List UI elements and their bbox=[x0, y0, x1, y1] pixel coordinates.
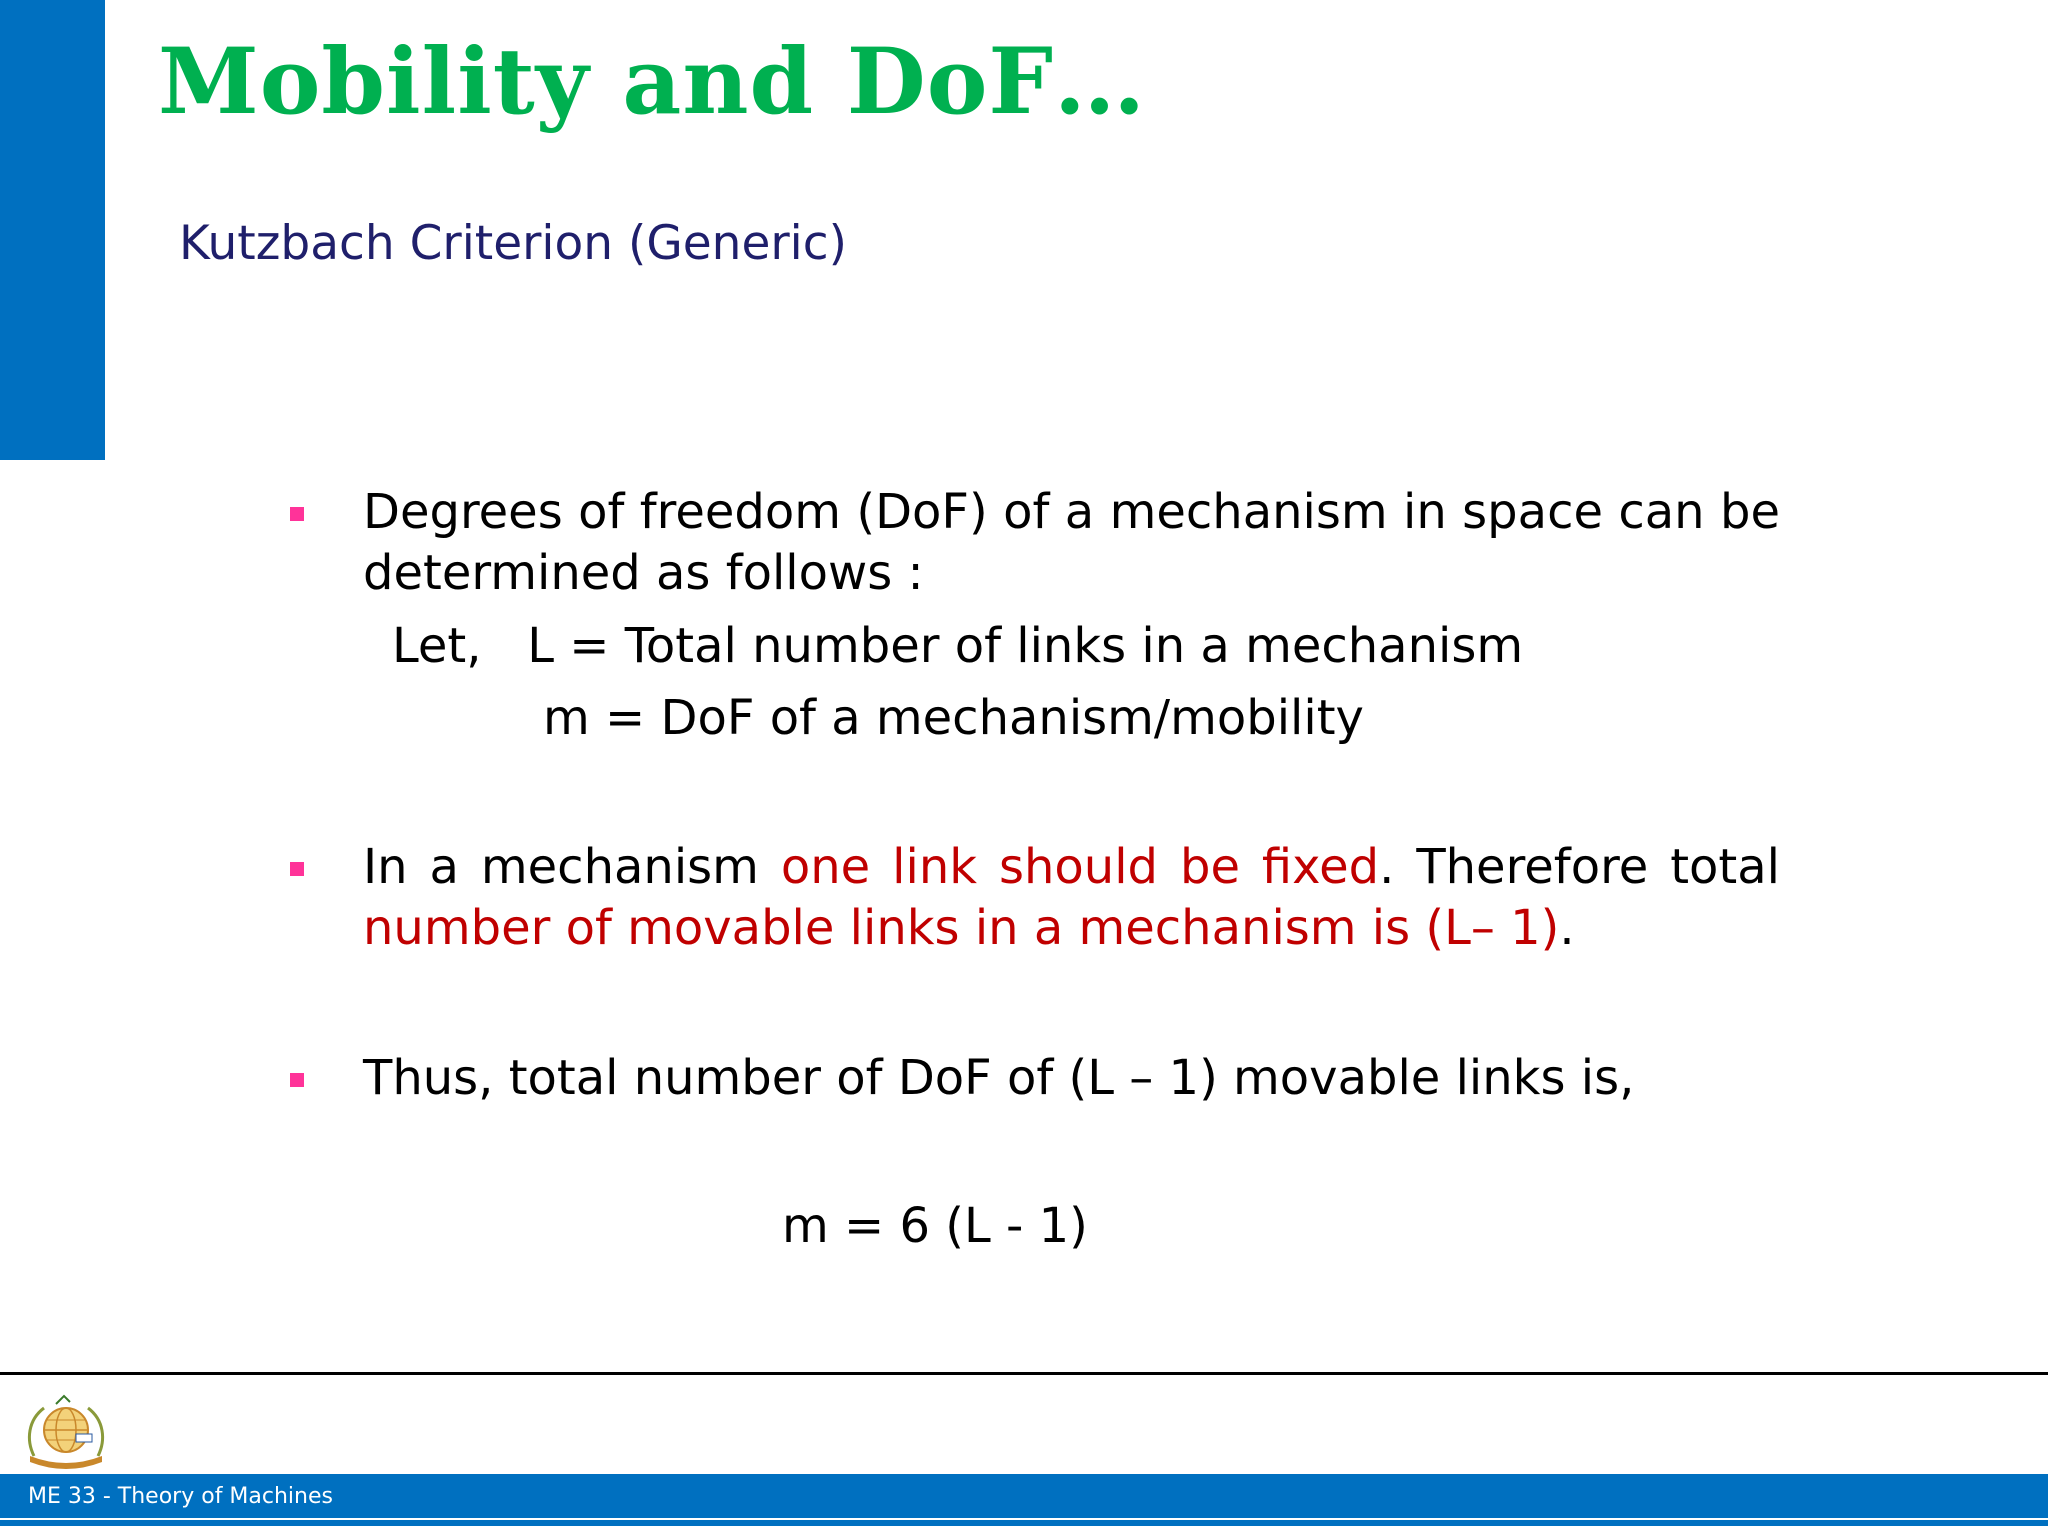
bullet-text-part: . Therefore total bbox=[1379, 839, 1780, 895]
slide-subtitle: Kutzbach Criterion (Generic) bbox=[179, 216, 847, 271]
mobility-equation: m = 6 (L - 1) bbox=[782, 1198, 1088, 1254]
slide-title: Mobility and DoF… bbox=[158, 29, 1147, 135]
highlight-fixed-link: one link should be fixed bbox=[780, 839, 1380, 895]
bullet-text bbox=[363, 837, 1780, 959]
mobility-definition-line: m = DoF of a mechanism/mobility bbox=[543, 690, 1364, 746]
university-logo bbox=[16, 1390, 116, 1470]
let-line: Let, L = Total number of links in a mechanism bbox=[392, 618, 1524, 674]
footer-stripe bbox=[0, 1518, 2048, 1520]
course-label: ME 33 - Theory of Machines bbox=[28, 1484, 333, 1509]
bullet-text-part: In a mechanism bbox=[363, 839, 781, 895]
footer-divider bbox=[0, 1372, 2048, 1375]
bullet-square-icon bbox=[290, 862, 304, 876]
bullet-text-part: . bbox=[1559, 900, 1575, 956]
bullet-square-icon bbox=[290, 507, 304, 521]
bullet-text: Thus, total number of DoF of (L – 1) movable links is, bbox=[363, 1050, 1635, 1106]
highlight-movable-links: number of movable links in a mechanism is (L– 1) bbox=[363, 900, 1560, 956]
left-accent-bar bbox=[0, 0, 105, 460]
bullet-text: Degrees of freedom (DoF) of a mechanism in space can be determined as follows : bbox=[363, 484, 1780, 601]
bullet-square-icon bbox=[290, 1073, 304, 1087]
